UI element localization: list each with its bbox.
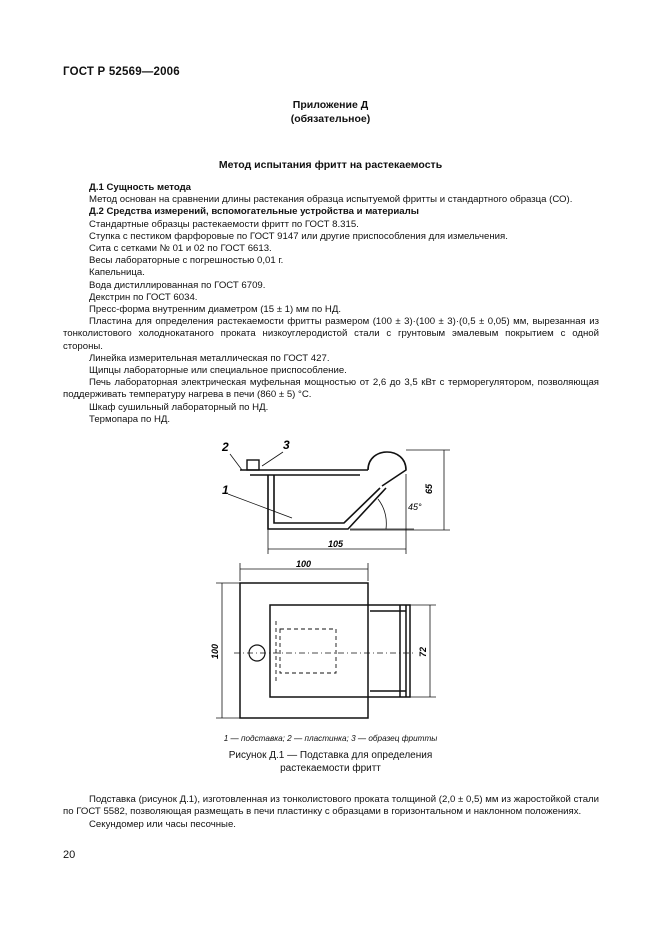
sample-square [247, 460, 259, 470]
list-item: Сита с сетками № 01 и 02 по ГОСТ 6613. [89, 243, 272, 255]
list-item: Декстрин по ГОСТ 6034. [89, 291, 198, 303]
appendix-heading [0, 98, 661, 126]
dim-plan-width-label: 100 [296, 559, 312, 569]
callout-1: 1 [222, 483, 229, 497]
caption-line-1: Рисунок Д.1 — Подставка для определения [228, 750, 433, 761]
list-item: Пресс-форма внутренним диаметром (15 ± 1) мм по НД. [89, 304, 342, 316]
page-number: 20 [63, 849, 76, 861]
angle-label: 45° [408, 502, 422, 512]
list-item: Термопара по НД. [89, 413, 171, 425]
callout-2: 2 [222, 440, 229, 454]
stand-plan-view [200, 555, 460, 730]
list-item: Шкаф сушильный лабораторный по НД. [89, 401, 269, 413]
dim-plan-height-label: 100 [210, 643, 220, 659]
list-item: Вода дистиллированная по ГОСТ 6709. [89, 279, 266, 291]
caption-line-2: растекаемости фритт [280, 763, 381, 774]
callout-3: 3 [283, 438, 290, 452]
list-item: Линейка измерительная металлическая по ГОСТ 427. [89, 352, 330, 364]
list-item: Щипцы лабораторные или специальное приспособление. [89, 365, 347, 377]
list-item: Капельница. [89, 267, 145, 279]
list-item: Печь лабораторная электрическая муфельная мощностью от 2,6 до 3,5 кВт с терморегулятором, позволяющая поддерживать температуру нагрева в печи (860 ± 5) °С. [63, 377, 599, 401]
bottom-text [63, 794, 599, 831]
section-heading: Д.1 Сущность метода [89, 182, 192, 193]
appendix-subtitle: (обязательное) [290, 113, 371, 125]
hidden-plate [280, 629, 336, 673]
leader-1 [228, 494, 292, 518]
paragraph: Подставка (рисунок Д.1), изготовленная из тонколистового проката толщиной (2,0 ± 0,5) мм из жаростойкой стали по ГОСТ 5582, позволяющая размещать в печи пластинку с образцами в горизонтальном и наклонном положениях. [63, 794, 599, 818]
leader-2 [230, 454, 242, 470]
angle-arc [378, 499, 386, 529]
appendix-title: Приложение Д [292, 99, 369, 111]
list-item: Ступка с пестиком фарфоровые по ГОСТ 9147 или другие приспособления для измельчения. [89, 230, 508, 242]
stand-outline [270, 605, 410, 697]
leader-3 [262, 452, 283, 466]
end-arc [368, 452, 406, 486]
list-item: Пластина для определения растекаемости фритты размером (100 ± 3)·(100 ± 3)·(0,5 ± 0,05) мм, вырезанная из тонколистового холоднокатаного проката низкоуглеродистой стали с грунтовым эмалевым покрытием с одной стороны. [63, 316, 599, 352]
dim-height-label: 65 [424, 483, 434, 494]
stand-front-inner [274, 475, 380, 523]
document-id: ГОСТ Р 52569—2006 [63, 66, 180, 78]
section-heading: Д.2 Средства измерений, вспомогательные устройства и материалы [89, 206, 419, 218]
list-item: Стандартные образцы растекаемости фритт по ГОСТ 8.315. [89, 218, 359, 230]
paragraph: Метод основан на сравнении длины растекания образца испытуемой фритты и стандартного образца (СО). [89, 194, 573, 206]
paragraph: Секундомер или часы песочные. [89, 818, 236, 830]
list-item: Весы лабораторные с погрешностью 0,01 г. [89, 255, 284, 267]
stand-front [268, 475, 386, 529]
method-title: Метод испытания фритт на растекаемость [218, 159, 443, 171]
content-body [63, 182, 599, 426]
figure-legend: 1 — подставка; 2 — пластинка; 3 — образец фритты [223, 734, 438, 743]
dim-width-label: 105 [328, 539, 344, 549]
dim-inner-label: 72 [418, 646, 428, 657]
figure-caption [0, 749, 661, 775]
stand-side-view [200, 432, 460, 554]
